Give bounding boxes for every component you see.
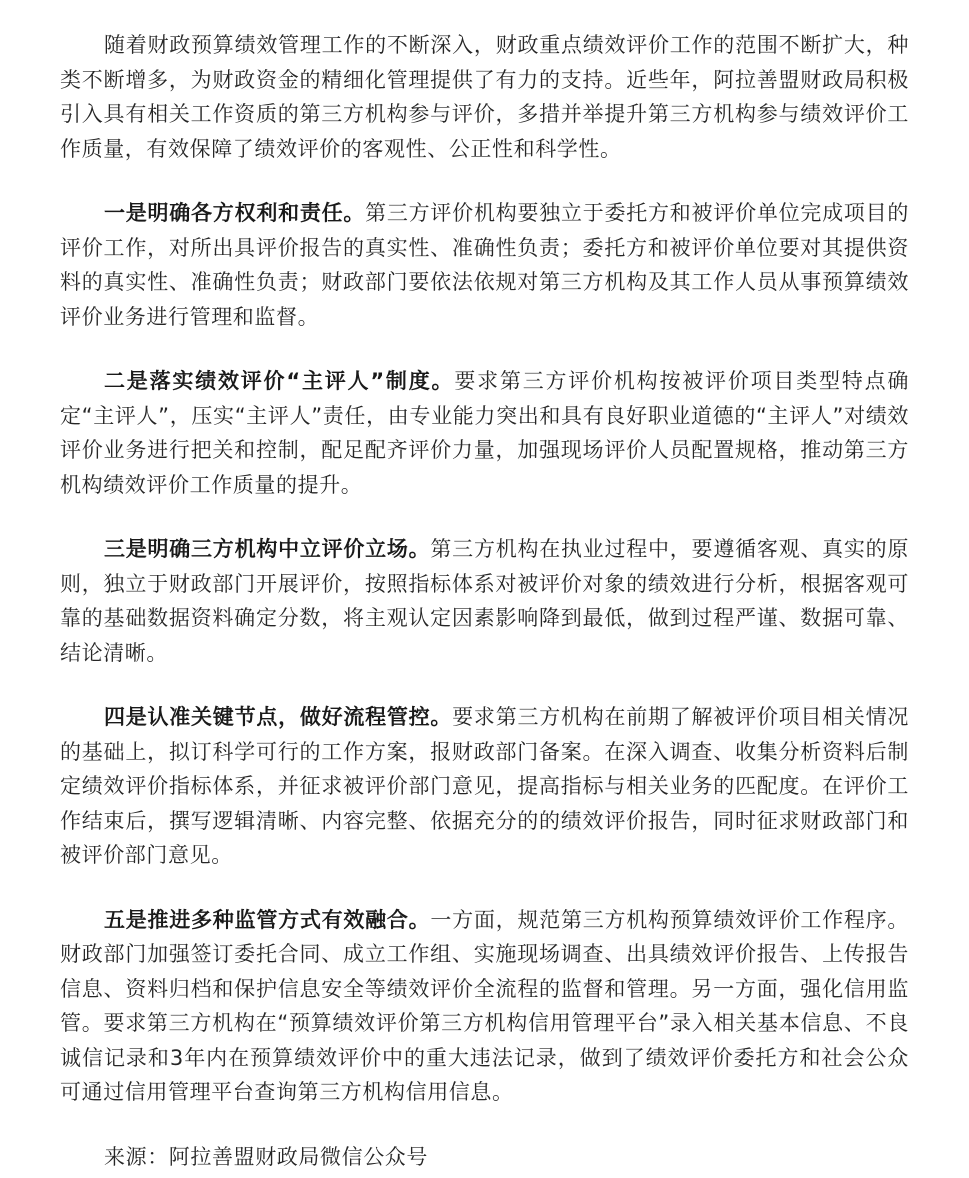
point-heading-2: 二是落实绩效评价“主评人”制度。: [104, 369, 455, 393]
intro-paragraph: [60, 28, 909, 166]
point-body-4: 要求第三方机构在前期了解被评价项目相关情况的基础上，拟订科学可行的工作方案，报财政部门备案。在深入调查、收集分析资料后制定绩效评价指标体系，并征求被评价部门意见，提高指标与相关业务的匹配度。在评价工作结束后，撰写逻辑清晰、内容完整、依据充分的的绩效评价报告，同时征求财政部门和被评价部门意见。: [60, 705, 909, 867]
point-paragraph-4: [60, 700, 909, 873]
point-heading-4: 四是认准关键节点，做好流程管控。: [104, 705, 453, 729]
source-line: 来源：阿拉善盟财政局微信公众号: [104, 1144, 428, 1169]
point-heading-1: 一是明确各方权利和责任。: [104, 201, 366, 225]
point-body-3: 第三方机构在执业过程中，要遵循客观、真实的原则，独立于财政部门开展评价，按照指标体系对被评价对象的绩效进行分析，根据客观可靠的基础数据资料确定分数，将主观认定因素影响降到最低，做到过程严谨、数据可靠、结论清晰。: [60, 537, 910, 665]
point-heading-3: 三是明确三方机构中立评价立场。: [104, 537, 431, 561]
point-body-1: 第三方评价机构要独立于委托方和被评价单位完成项目的评价工作，对所出具评价报告的真实性、准确性负责；委托方和被评价单位要对其提供资料的真实性、准确性负责；财政部门要依法依规对第三方机构及其工作人员从事预算绩效评价业务进行管理和监督。: [60, 201, 910, 329]
point-heading-5: 五是推进多种监管方式有效融合。: [104, 907, 431, 932]
point-paragraph-1: [60, 196, 909, 334]
intro-text: 随着财政预算绩效管理工作的不断深入，财政重点绩效评价工作的范围不断扩大，种类不断增多，为财政资金的精细化管理提供了有力的支持。近些年，阿拉善盟财政局积极引入具有相关工作资质的第三方机构参与评价，多措并举提升第三方机构参与绩效评价工作质量，有效保障了绩效评价的客观性、公正性和科学性。: [60, 33, 909, 161]
point-paragraph-5: [60, 903, 909, 1110]
point-body-5: 一方面，规范第三方机构预算绩效评价工作程序。财政部门加强签订委托合同、成立工作组、实施现场调查、出具绩效评价报告、上传报告信息、资料归档和保护信息安全等绩效评价全流程的监督和管理。另一方面，强化信用监管。要求第三方机构在“预算绩效评价第三方机构信用管理平台”录入相关基本信息、不良诚信记录和3年内在预算绩效评价中的重大违法记录，做到了绩效评价委托方和社会公众可通过信用管理平台查询第三方机构信用信息。: [60, 907, 910, 1104]
point-body-2: 要求第三方评价机构按被评价项目类型特点确定“主评人”，压实“主评人”责任，由专业能力突出和具有良好职业道德的“主评人”对绩效评价业务进行把关和控制，配足配齐评价力量，加强现场评价人员配置规格，推动第三方机构绩效评价工作质量的提升。: [60, 369, 910, 497]
point-paragraph-2: [60, 364, 909, 502]
point-paragraph-3: [60, 532, 909, 670]
